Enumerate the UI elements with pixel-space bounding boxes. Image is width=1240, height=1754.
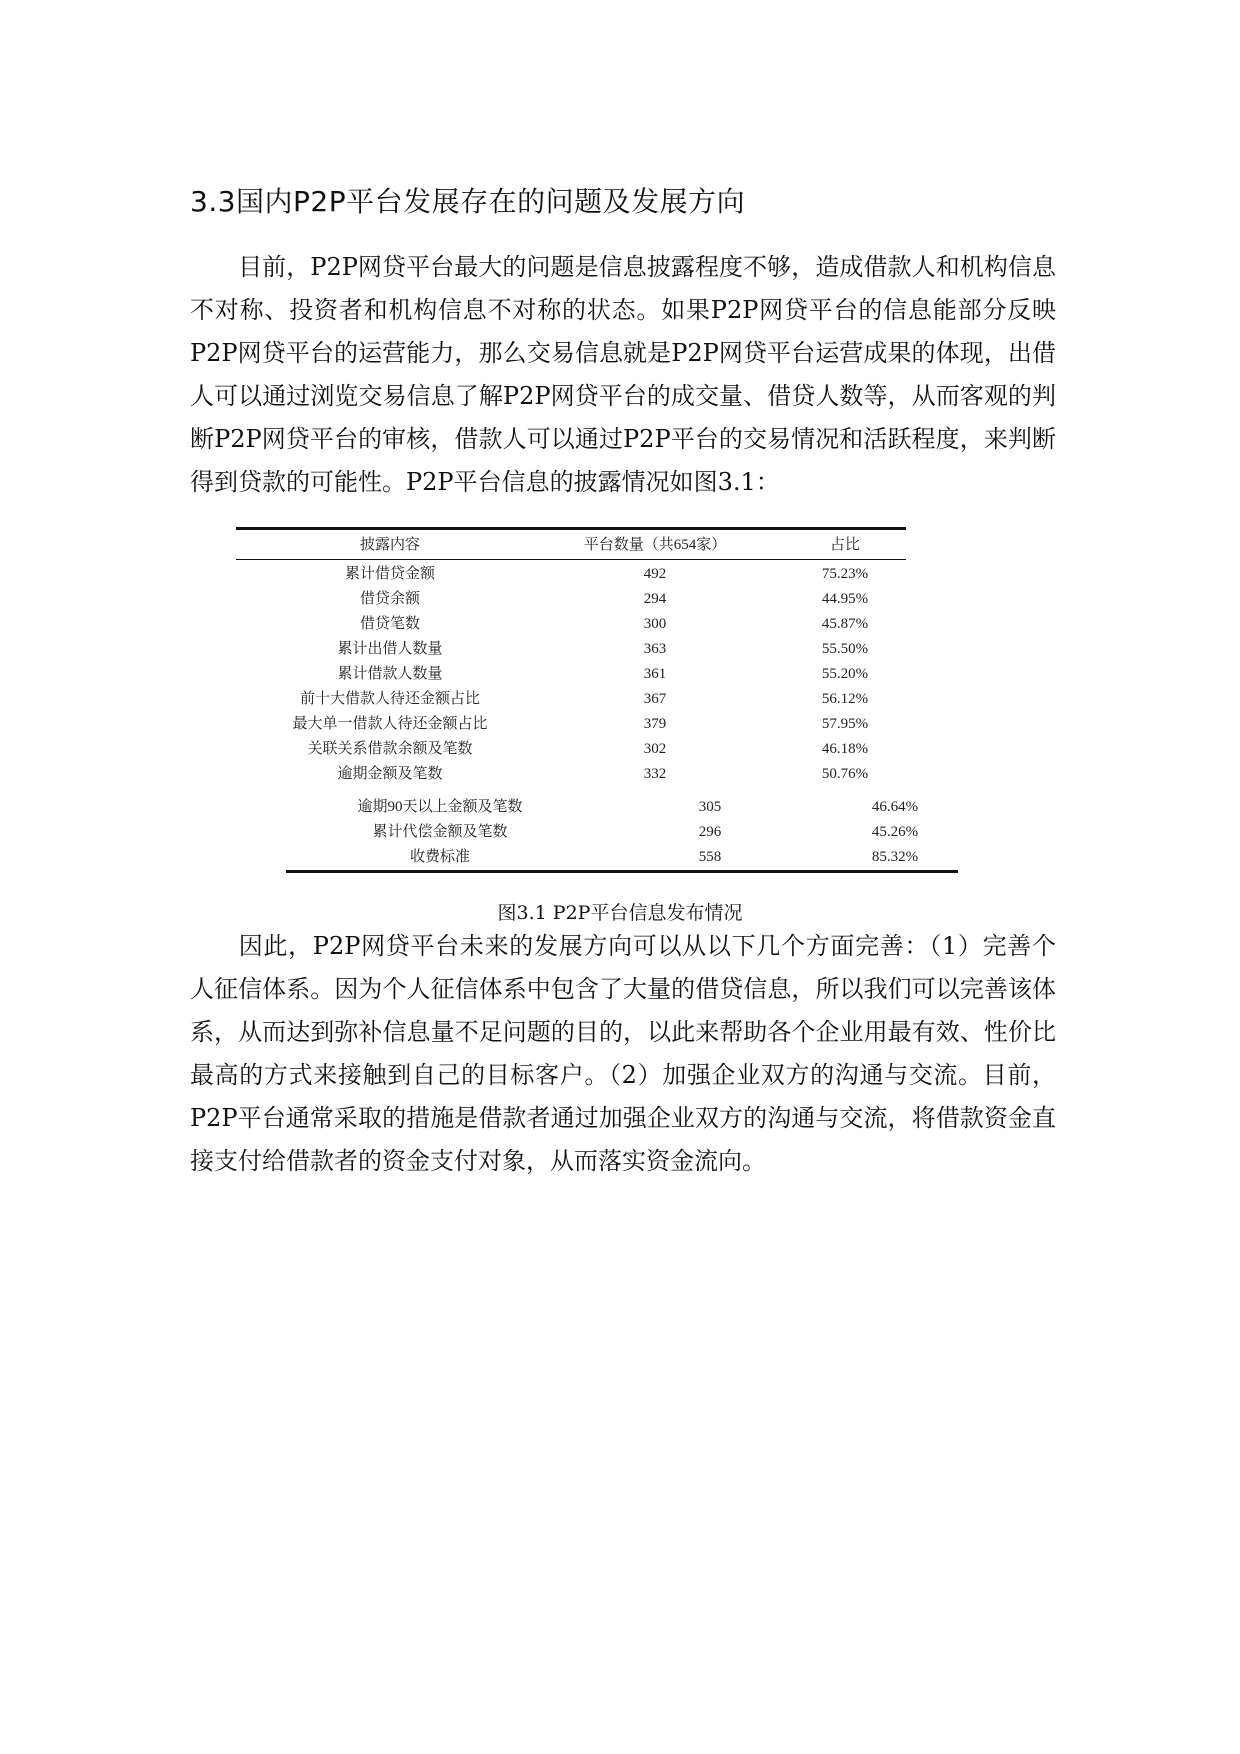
direction-paragraph [190, 925, 1056, 1183]
cell-count: 367 [643, 691, 667, 707]
cell-item: 累计借款人数量 [337, 666, 443, 682]
cell-item: 借贷余额 [359, 591, 420, 607]
intro-paragraph-text: 目前，P2P网贷平台最大的问题是信息披露程度不够，造成借款人和机构信息不对称、投资者和机构信息不对称的状态。如果P2P网贷平台的信息能部分反映P2P网贷平台的运营能力，那么交易信息就是P2P网贷平台运营成果的体现，出借人可以通过浏览交易信息了解P2P网贷平台的成交量、借贷人数等，从而客观的判断P2P网贷平台的审核，借款人可以通过P2P平台的交易情况和活跃程度，来判断得到贷款的可能性。P2P平台信息的披露情况如图3.1： [190, 253, 1056, 496]
cell-ratio: 55.50% [821, 641, 869, 657]
figure-caption: 图3.1 P2P平台信息发布情况 [497, 902, 743, 924]
cell-count: 300 [643, 616, 667, 632]
cell-count: 296 [698, 824, 722, 840]
cell-count: 379 [643, 716, 667, 732]
cell-count: 363 [643, 641, 667, 657]
table-bottom-rule [286, 870, 958, 873]
cell-ratio: 85.32% [871, 849, 919, 865]
table-header-rule [236, 559, 906, 560]
cell-item: 借贷笔数 [359, 616, 420, 632]
table-row [0, 687, 1240, 712]
cell-ratio: 46.18% [821, 741, 869, 757]
header-platform-count: 平台数量（共654家） [583, 537, 727, 553]
cell-count: 332 [643, 766, 667, 782]
cell-ratio: 45.87% [821, 616, 869, 632]
table-row [0, 737, 1240, 762]
table-header-row [0, 533, 1240, 558]
intro-paragraph [190, 246, 1056, 504]
table-row [0, 662, 1240, 687]
table-row [0, 562, 1240, 587]
cell-ratio: 45.26% [871, 824, 919, 840]
cell-item: 收费标准 [409, 849, 470, 865]
cell-item: 累计出借人数量 [337, 641, 443, 657]
header-ratio: 占比 [829, 537, 860, 553]
header-disclosure-content: 披露内容 [359, 537, 420, 553]
table-row [0, 637, 1240, 662]
table-top-rule [236, 527, 906, 530]
cell-item: 最大单一借款人待还金额占比 [292, 716, 488, 732]
cell-ratio: 75.23% [821, 566, 869, 582]
cell-count: 361 [643, 666, 667, 682]
table-row [0, 845, 1240, 870]
cell-item: 累计借贷金额 [344, 566, 435, 582]
cell-count: 492 [643, 566, 667, 582]
cell-ratio: 57.95% [821, 716, 869, 732]
cell-count: 558 [698, 849, 722, 865]
cell-ratio: 55.20% [821, 666, 869, 682]
table-row [0, 820, 1240, 845]
cell-ratio: 46.64% [871, 799, 919, 815]
cell-count: 294 [643, 591, 667, 607]
table-row [0, 795, 1240, 820]
cell-ratio: 44.95% [821, 591, 869, 607]
cell-count: 305 [698, 799, 722, 815]
cell-item: 逾期金额及笔数 [337, 766, 443, 782]
table-row [0, 587, 1240, 612]
cell-ratio: 50.76% [821, 766, 869, 782]
cell-item: 逾期90天以上金额及笔数 [357, 799, 523, 815]
section-heading: 3.3国内P2P平台发展存在的问题及发展方向 [190, 185, 746, 218]
cell-item: 前十大借款人待还金额占比 [299, 691, 480, 707]
table-row [0, 762, 1240, 787]
cell-item: 累计代偿金额及笔数 [372, 824, 508, 840]
direction-paragraph-text: 因此，P2P网贷平台未来的发展方向可以从以下几个方面完善：（1）完善个人征信体系。因为个人征信体系中包含了大量的借贷信息，所以我们可以完善该体系，从而达到弥补信息量不足问题的目的，以此来帮助各个企业用最有效、性价比最高的方式来接触到自己的目标客户。（2）加强企业双方的沟通与交流。目前，P2P平台通常采取的措施是借款者通过加强企业双方的沟通与交流，将借款资金直接支付给借款者的资金支付对象，从而落实资金流向。 [190, 932, 1056, 1175]
cell-ratio: 56.12% [821, 691, 869, 707]
table-row [0, 712, 1240, 737]
table-row [0, 612, 1240, 637]
cell-item: 关联关系借款余额及笔数 [307, 741, 473, 757]
cell-count: 302 [643, 741, 667, 757]
